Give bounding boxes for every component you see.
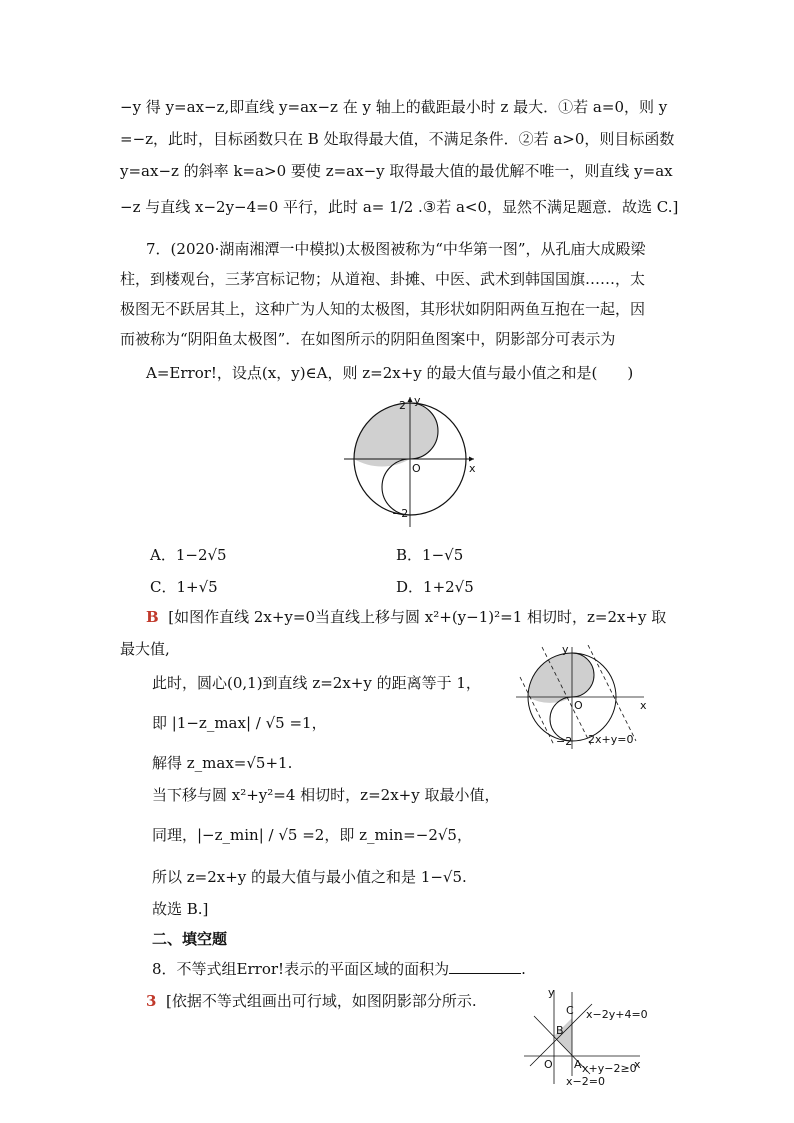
origin-label: O	[412, 462, 421, 475]
bottom-tick-label: −2	[556, 735, 573, 748]
answer-blank[interactable]	[449, 959, 521, 974]
section-title: 二、填空题	[152, 930, 228, 948]
solution-line-4: −z 与直线 x−2y−4=0 平行，此时 a= 1/2 .③若 a<0，显然不满足题意．故选 C.]	[120, 198, 679, 216]
shaded-region-2	[354, 403, 438, 467]
origin-label: O	[544, 1058, 553, 1071]
sol7-text-1: [如图作直线 2x+y=0当直线上移与圆 x²+(y−1)²=1 相切时，z=2x+y 取	[168, 608, 667, 626]
sol7-line-1	[146, 606, 666, 628]
point-c-label: C	[566, 1004, 574, 1017]
q7-line-3: 极图无不跃居其上，这种广为人知的太极图，其形状如阴阳两鱼互抱在一起，因	[120, 300, 646, 318]
sol7-line-6: 当下移与圆 x²+y²=4 相切时，z=2x+y 取最小值，	[152, 786, 500, 804]
x-label: x	[634, 1058, 641, 1071]
line-label: 2x+y=0	[588, 733, 634, 746]
taiji-svg	[340, 395, 490, 535]
q7-line-2: 柱，到楼观台，三茅宫标记物；从道袍、卦摊、中医、武术到韩国国旗……，太	[120, 270, 646, 288]
point-a-label: A	[574, 1058, 582, 1071]
q8-period: .	[521, 960, 526, 978]
line2-label: x+y−2≥0	[582, 1062, 637, 1075]
sol7-line-9: 故选 B.]	[152, 900, 209, 918]
solution-line-2: =−z，此时，目标函数只在 B 处取得最大值，不满足条件．②若 a>0，则目标函数	[120, 130, 675, 148]
bottom-tick-label: −2	[392, 507, 409, 520]
q8-line	[152, 958, 526, 980]
y-label: y	[548, 988, 555, 999]
y-axis-arrow	[408, 397, 413, 402]
solution-line-3: y=ax−z 的斜率 k=a>0 要使 z=ax−y 取得最大值的最优解不唯一，则直线 y=ax	[120, 162, 673, 180]
x-label: x	[640, 699, 647, 712]
q8-text: 8．不等式组Error!表示的平面区域的面积为	[152, 960, 450, 978]
y-label: y	[562, 645, 569, 656]
sol7-line-5: 解得 z_max=√5+1.	[152, 754, 293, 772]
option-b[interactable]: B．1−√5	[396, 546, 464, 564]
sol8-figure	[522, 988, 652, 1088]
line3-label: x−2=0	[566, 1075, 605, 1088]
q7-line-1: 7．(2020·湖南湘潭一中模拟)太极图被称为“中华第一图”，从孔庙大成殿梁	[146, 240, 646, 258]
sol7-line-7: 同理，|−z_min| / √5 =2，即 z_min=−2√5，	[152, 826, 472, 844]
sol7-line-2: 最大值,	[120, 640, 170, 658]
line1-label: x−2y+4=0	[586, 1008, 648, 1021]
x-label: x	[469, 462, 476, 475]
sol7-line-3: 此时，圆心(0,1)到直线 z=2x+y 的距离等于 1，	[152, 674, 481, 692]
option-a[interactable]: A．1−2√5	[150, 546, 227, 564]
sol8-svg	[522, 988, 652, 1088]
sol8-text: [依据不等式组画出可行域，如图阴影部分所示.	[165, 992, 477, 1010]
x-axis-arrow	[469, 457, 474, 462]
sol7-line-8: 所以 z=2x+y 的最大值与最小值之和是 1−√5.	[152, 868, 467, 886]
sol8-line	[146, 990, 477, 1012]
sol7-figure	[512, 645, 662, 755]
shaded-region-2	[528, 653, 594, 703]
y-label: y	[414, 395, 421, 407]
option-d[interactable]: D．1+2√5	[396, 578, 474, 596]
solution-line-1: −y 得 y=ax−z,即直线 y=ax−z 在 y 轴上的截距最小时 z 最大．①若 a=0，则 y	[120, 98, 668, 116]
point-b-label: B	[556, 1024, 564, 1037]
taiji-figure	[340, 395, 490, 535]
q7-line-5: A=Error!，设点(x，y)∈A，则 z=2x+y 的最大值与最小值之和是( )	[146, 364, 634, 382]
sol7-svg	[512, 645, 662, 755]
sol7-answer: B	[146, 608, 159, 626]
top-tick-label: 2	[399, 399, 406, 412]
origin-label: O	[574, 699, 583, 712]
sol8-answer: 3	[146, 992, 157, 1010]
dashed-line-3	[588, 645, 636, 741]
q7-line-4: 而被称为“阴阳鱼太极图”．在如图所示的阴阳鱼图案中，阴影部分可表示为	[120, 330, 616, 348]
option-c[interactable]: C．1+√5	[150, 578, 218, 596]
sol7-line-4: 即 |1−z_max| / √5 =1，	[152, 714, 327, 732]
